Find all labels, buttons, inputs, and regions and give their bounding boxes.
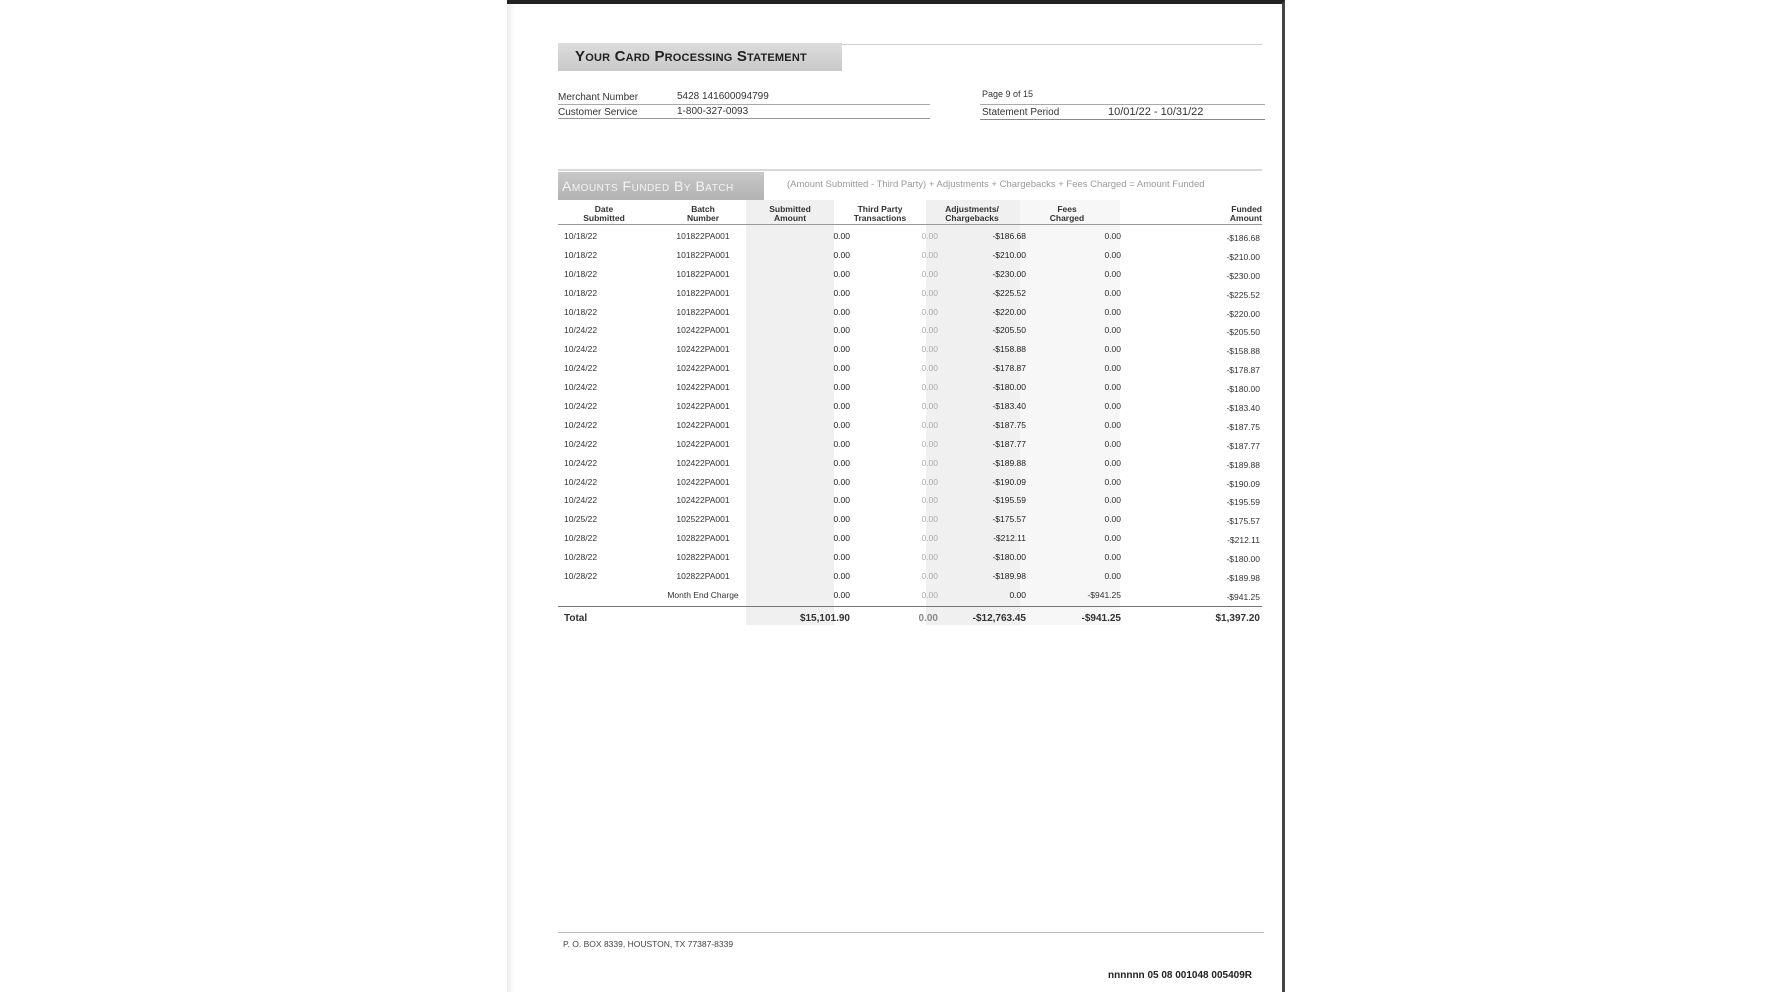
statement-period-value: 10/01/22 - 10/31/22 [1108, 106, 1204, 118]
statement-period-label: Statement Period [982, 107, 1060, 118]
cell-third-party: 0.00 [921, 589, 938, 600]
table-row [558, 246, 1262, 265]
cell-adjustments: -$212.11 [993, 533, 1026, 544]
cell-date: 10/24/22 [564, 363, 598, 374]
cell-funded-amount: -$158.88 [1226, 346, 1260, 357]
section-rule [558, 169, 1262, 171]
cell-funded-amount: -$189.88 [1226, 459, 1260, 470]
cell-batch-number: 102422PA001 [676, 438, 730, 449]
cell-funded-amount: -$183.40 [1226, 403, 1260, 414]
cell-date: 10/24/22 [564, 344, 598, 355]
footer-rule [558, 932, 1264, 933]
cell-date: 10/24/22 [564, 457, 598, 468]
cell-funded-amount: -$187.77 [1226, 440, 1260, 451]
table-row [558, 303, 1262, 322]
cell-adjustments: -$158.88 [992, 344, 1026, 355]
cell-submitted-amount: 0.00 [833, 514, 850, 525]
footer-address: P. O. BOX 8339, HOUSTON, TX 77387-8339 [563, 939, 734, 949]
cell-date: 10/18/22 [564, 306, 598, 317]
header-third-party: Third Party Transactions [853, 204, 907, 223]
cell-submitted-amount: 0.00 [833, 249, 850, 260]
cell-adjustments: 0.00 [1009, 589, 1026, 600]
cell-date: 10/28/22 [564, 571, 598, 582]
cell-batch-number: Month End Charge [667, 589, 739, 600]
cell-submitted-amount: 0.00 [833, 325, 850, 336]
total-third-party: 0.00 [918, 613, 938, 624]
cell-batch-number: 102822PA001 [676, 571, 730, 582]
cell-funded-amount: -$220.00 [1226, 308, 1260, 319]
cell-date: 10/28/22 [564, 552, 598, 563]
cell-batch-number: 102822PA001 [676, 552, 730, 563]
cell-third-party: 0.00 [921, 268, 938, 279]
cell-third-party: 0.00 [921, 438, 938, 449]
cell-fees-charged: 0.00 [1104, 363, 1121, 374]
cell-submitted-amount: 0.00 [833, 306, 850, 317]
merchant-number-value: 5428 141600094799 [677, 91, 769, 102]
total-fees: -$941.25 [1081, 613, 1121, 624]
cell-adjustments: -$220.00 [992, 306, 1026, 317]
cell-batch-number: 102422PA001 [676, 495, 730, 506]
period-rule [980, 119, 1265, 120]
cell-funded-amount: -$189.98 [1226, 573, 1260, 584]
cell-batch-number: 102422PA001 [676, 476, 730, 487]
cell-adjustments: -$210.00 [992, 249, 1026, 260]
cell-fees-charged: 0.00 [1104, 533, 1121, 544]
cell-adjustments: -$189.98 [992, 571, 1026, 582]
header-submitted: Submitted Amount [769, 204, 811, 223]
cell-date: 10/24/22 [564, 419, 598, 430]
footer-document-code: nnnnnn 05 08 001048 005409R [1108, 970, 1252, 981]
table-row [558, 340, 1262, 359]
cell-batch-number: 102522PA001 [676, 514, 730, 525]
cell-batch-number: 102422PA001 [676, 344, 730, 355]
cell-batch-number: 102422PA001 [676, 401, 730, 412]
cell-batch-number: 102422PA001 [676, 419, 730, 430]
cell-fees-charged: 0.00 [1104, 401, 1121, 412]
cell-date: 10/24/22 [564, 382, 598, 393]
table-row [558, 359, 1262, 378]
cell-third-party: 0.00 [921, 249, 938, 260]
cell-fees-charged: 0.00 [1104, 419, 1121, 430]
cell-third-party: 0.00 [921, 514, 938, 525]
title-rule [842, 44, 1262, 45]
total-label: Total [564, 613, 588, 624]
cell-date: 10/24/22 [564, 325, 598, 336]
cell-funded-amount: -$195.59 [1226, 497, 1260, 508]
cell-batch-number: 101822PA001 [676, 306, 730, 317]
cell-funded-amount: -$190.09 [1226, 478, 1260, 489]
customer-service-value: 1-800-327-0093 [677, 106, 749, 117]
cell-fees-charged: 0.00 [1104, 571, 1121, 582]
cell-submitted-amount: 0.00 [833, 476, 850, 487]
table-row [558, 491, 1262, 510]
cell-third-party: 0.00 [921, 325, 938, 336]
cell-date: 10/25/22 [564, 514, 598, 525]
cell-batch-number: 102822PA001 [676, 533, 730, 544]
cell-third-party: 0.00 [921, 571, 938, 582]
cell-date: 10/18/22 [564, 249, 598, 260]
cell-date: 10/18/22 [564, 268, 598, 279]
cell-batch-number: 102422PA001 [676, 457, 730, 468]
cell-batch-number: 101822PA001 [676, 249, 730, 260]
cell-third-party: 0.00 [921, 419, 938, 430]
cell-adjustments: -$190.09 [992, 476, 1026, 487]
cell-fees-charged: 0.00 [1104, 476, 1121, 487]
cell-batch-number: 102422PA001 [676, 363, 730, 374]
merchant-rule [558, 104, 930, 105]
header-adjustments: Adjustments/ Chargebacks [945, 204, 999, 223]
table-row [558, 397, 1262, 416]
cell-submitted-amount: 0.00 [833, 457, 850, 468]
cell-date: 10/18/22 [564, 231, 598, 241]
cell-submitted-amount: 0.00 [833, 268, 850, 279]
total-submitted: $15,101.90 [799, 613, 850, 624]
cell-third-party: 0.00 [921, 287, 938, 298]
cell-funded-amount: -$180.00 [1226, 554, 1260, 565]
cell-funded-amount: -$225.52 [1226, 289, 1260, 300]
cell-adjustments: -$187.75 [992, 419, 1026, 430]
cell-fees-charged: -$941.25 [1087, 589, 1121, 600]
table-row [558, 284, 1262, 303]
cell-adjustments: -$195.59 [992, 495, 1026, 506]
cell-third-party: 0.00 [921, 344, 938, 355]
cell-submitted-amount: 0.00 [833, 344, 850, 355]
cell-third-party: 0.00 [921, 457, 938, 468]
cell-adjustments: -$186.68 [992, 231, 1026, 241]
cell-date: 10/28/22 [564, 533, 598, 544]
cell-third-party: 0.00 [921, 306, 938, 317]
cell-date: 10/24/22 [564, 476, 598, 487]
cell-funded-amount: -$212.11 [1227, 535, 1260, 546]
cell-third-party: 0.00 [921, 363, 938, 374]
cell-submitted-amount: 0.00 [833, 552, 850, 563]
header-rule [558, 224, 1262, 225]
cell-date: 10/24/22 [564, 438, 598, 449]
cell-adjustments: -$187.77 [992, 438, 1026, 449]
cell-submitted-amount: 0.00 [833, 231, 850, 241]
cell-date: 10/18/22 [564, 287, 598, 298]
batch-table-body [558, 227, 1262, 605]
cell-date: 10/24/22 [564, 495, 598, 506]
page-number: Page 9 of 15 [982, 89, 1034, 99]
table-row [558, 567, 1262, 586]
merchant-number-label: Merchant Number [558, 92, 639, 103]
header-fees: Fees Charged [1049, 204, 1085, 223]
cell-third-party: 0.00 [921, 231, 938, 241]
cell-third-party: 0.00 [921, 552, 938, 563]
page-edge-shade [507, 4, 515, 992]
cell-fees-charged: 0.00 [1104, 306, 1121, 317]
section-title: Amounts Funded By Batch [558, 172, 764, 200]
table-row [558, 435, 1262, 454]
table-row [558, 227, 1262, 246]
service-rule [558, 118, 930, 119]
cell-fees-charged: 0.00 [1104, 552, 1121, 563]
statement-page [507, 0, 1285, 992]
table-row [558, 265, 1262, 284]
total-funded: $1,397.20 [1215, 613, 1260, 624]
table-row [558, 586, 1262, 605]
header-batch: Batch Number [686, 204, 720, 223]
cell-submitted-amount: 0.00 [833, 363, 850, 374]
cell-submitted-amount: 0.00 [833, 382, 850, 393]
cell-submitted-amount: 0.00 [833, 589, 850, 600]
table-row [558, 529, 1262, 548]
cell-funded-amount: -$186.68 [1226, 233, 1260, 243]
cell-fees-charged: 0.00 [1104, 287, 1121, 298]
cell-batch-number: 101822PA001 [676, 287, 730, 298]
cell-funded-amount: -$178.87 [1226, 365, 1260, 376]
customer-service-label: Customer Service [558, 107, 638, 118]
cell-adjustments: -$225.52 [992, 287, 1026, 298]
cell-fees-charged: 0.00 [1104, 249, 1121, 260]
cell-date: 10/24/22 [564, 401, 598, 412]
cell-fees-charged: 0.00 [1104, 325, 1121, 336]
section-formula: (Amount Submitted - Third Party) + Adjustments + Chargebacks + Fees Charged = Amount Funded [787, 179, 1205, 190]
cell-fees-charged: 0.00 [1104, 344, 1121, 355]
cell-batch-number: 101822PA001 [676, 231, 730, 241]
cell-fees-charged: 0.00 [1104, 438, 1121, 449]
cell-batch-number: 102422PA001 [676, 325, 730, 336]
cell-adjustments: -$180.00 [992, 552, 1026, 563]
cell-adjustments: -$183.40 [992, 401, 1026, 412]
cell-fees-charged: 0.00 [1104, 457, 1121, 468]
cell-funded-amount: -$205.50 [1226, 327, 1260, 338]
cell-submitted-amount: 0.00 [833, 287, 850, 298]
cell-submitted-amount: 0.00 [833, 401, 850, 412]
statement-title: Your Card Processing Statement [558, 43, 842, 71]
cell-third-party: 0.00 [921, 495, 938, 506]
cell-funded-amount: -$941.25 [1226, 591, 1260, 602]
table-row [558, 473, 1262, 492]
cell-funded-amount: -$230.00 [1226, 270, 1260, 281]
cell-adjustments: -$175.57 [992, 514, 1026, 525]
total-rule [558, 606, 1262, 607]
table-row [558, 416, 1262, 435]
cell-fees-charged: 0.00 [1104, 231, 1121, 241]
cell-adjustments: -$230.00 [992, 268, 1026, 279]
total-row [558, 608, 1262, 628]
cell-fees-charged: 0.00 [1104, 495, 1121, 506]
cell-third-party: 0.00 [921, 401, 938, 412]
page-rule [980, 104, 1265, 105]
cell-funded-amount: -$210.00 [1226, 251, 1260, 262]
cell-funded-amount: -$180.00 [1226, 384, 1260, 395]
header-date: Date Submitted [583, 204, 625, 223]
cell-fees-charged: 0.00 [1104, 268, 1121, 279]
cell-batch-number: 102422PA001 [676, 382, 730, 393]
cell-submitted-amount: 0.00 [833, 495, 850, 506]
cell-fees-charged: 0.00 [1104, 514, 1121, 525]
cell-submitted-amount: 0.00 [833, 533, 850, 544]
table-row [558, 510, 1262, 529]
header-funded: Funded Amount [1229, 204, 1262, 223]
cell-fees-charged: 0.00 [1104, 382, 1121, 393]
cell-adjustments: -$178.87 [992, 363, 1026, 374]
cell-third-party: 0.00 [921, 533, 938, 544]
cell-third-party: 0.00 [921, 382, 938, 393]
cell-funded-amount: -$187.75 [1226, 421, 1260, 432]
table-row [558, 454, 1262, 473]
cell-adjustments: -$180.00 [992, 382, 1026, 393]
cell-submitted-amount: 0.00 [833, 571, 850, 582]
cell-batch-number: 101822PA001 [676, 268, 730, 279]
table-row [558, 548, 1262, 567]
cell-funded-amount: -$175.57 [1226, 516, 1260, 527]
total-adjustments: -$12,763.45 [972, 613, 1026, 624]
table-row [558, 321, 1262, 340]
cell-adjustments: -$189.88 [992, 457, 1026, 468]
cell-submitted-amount: 0.00 [833, 438, 850, 449]
cell-adjustments: -$205.50 [992, 325, 1026, 336]
cell-third-party: 0.00 [921, 476, 938, 487]
cell-submitted-amount: 0.00 [833, 419, 850, 430]
table-row [558, 378, 1262, 397]
